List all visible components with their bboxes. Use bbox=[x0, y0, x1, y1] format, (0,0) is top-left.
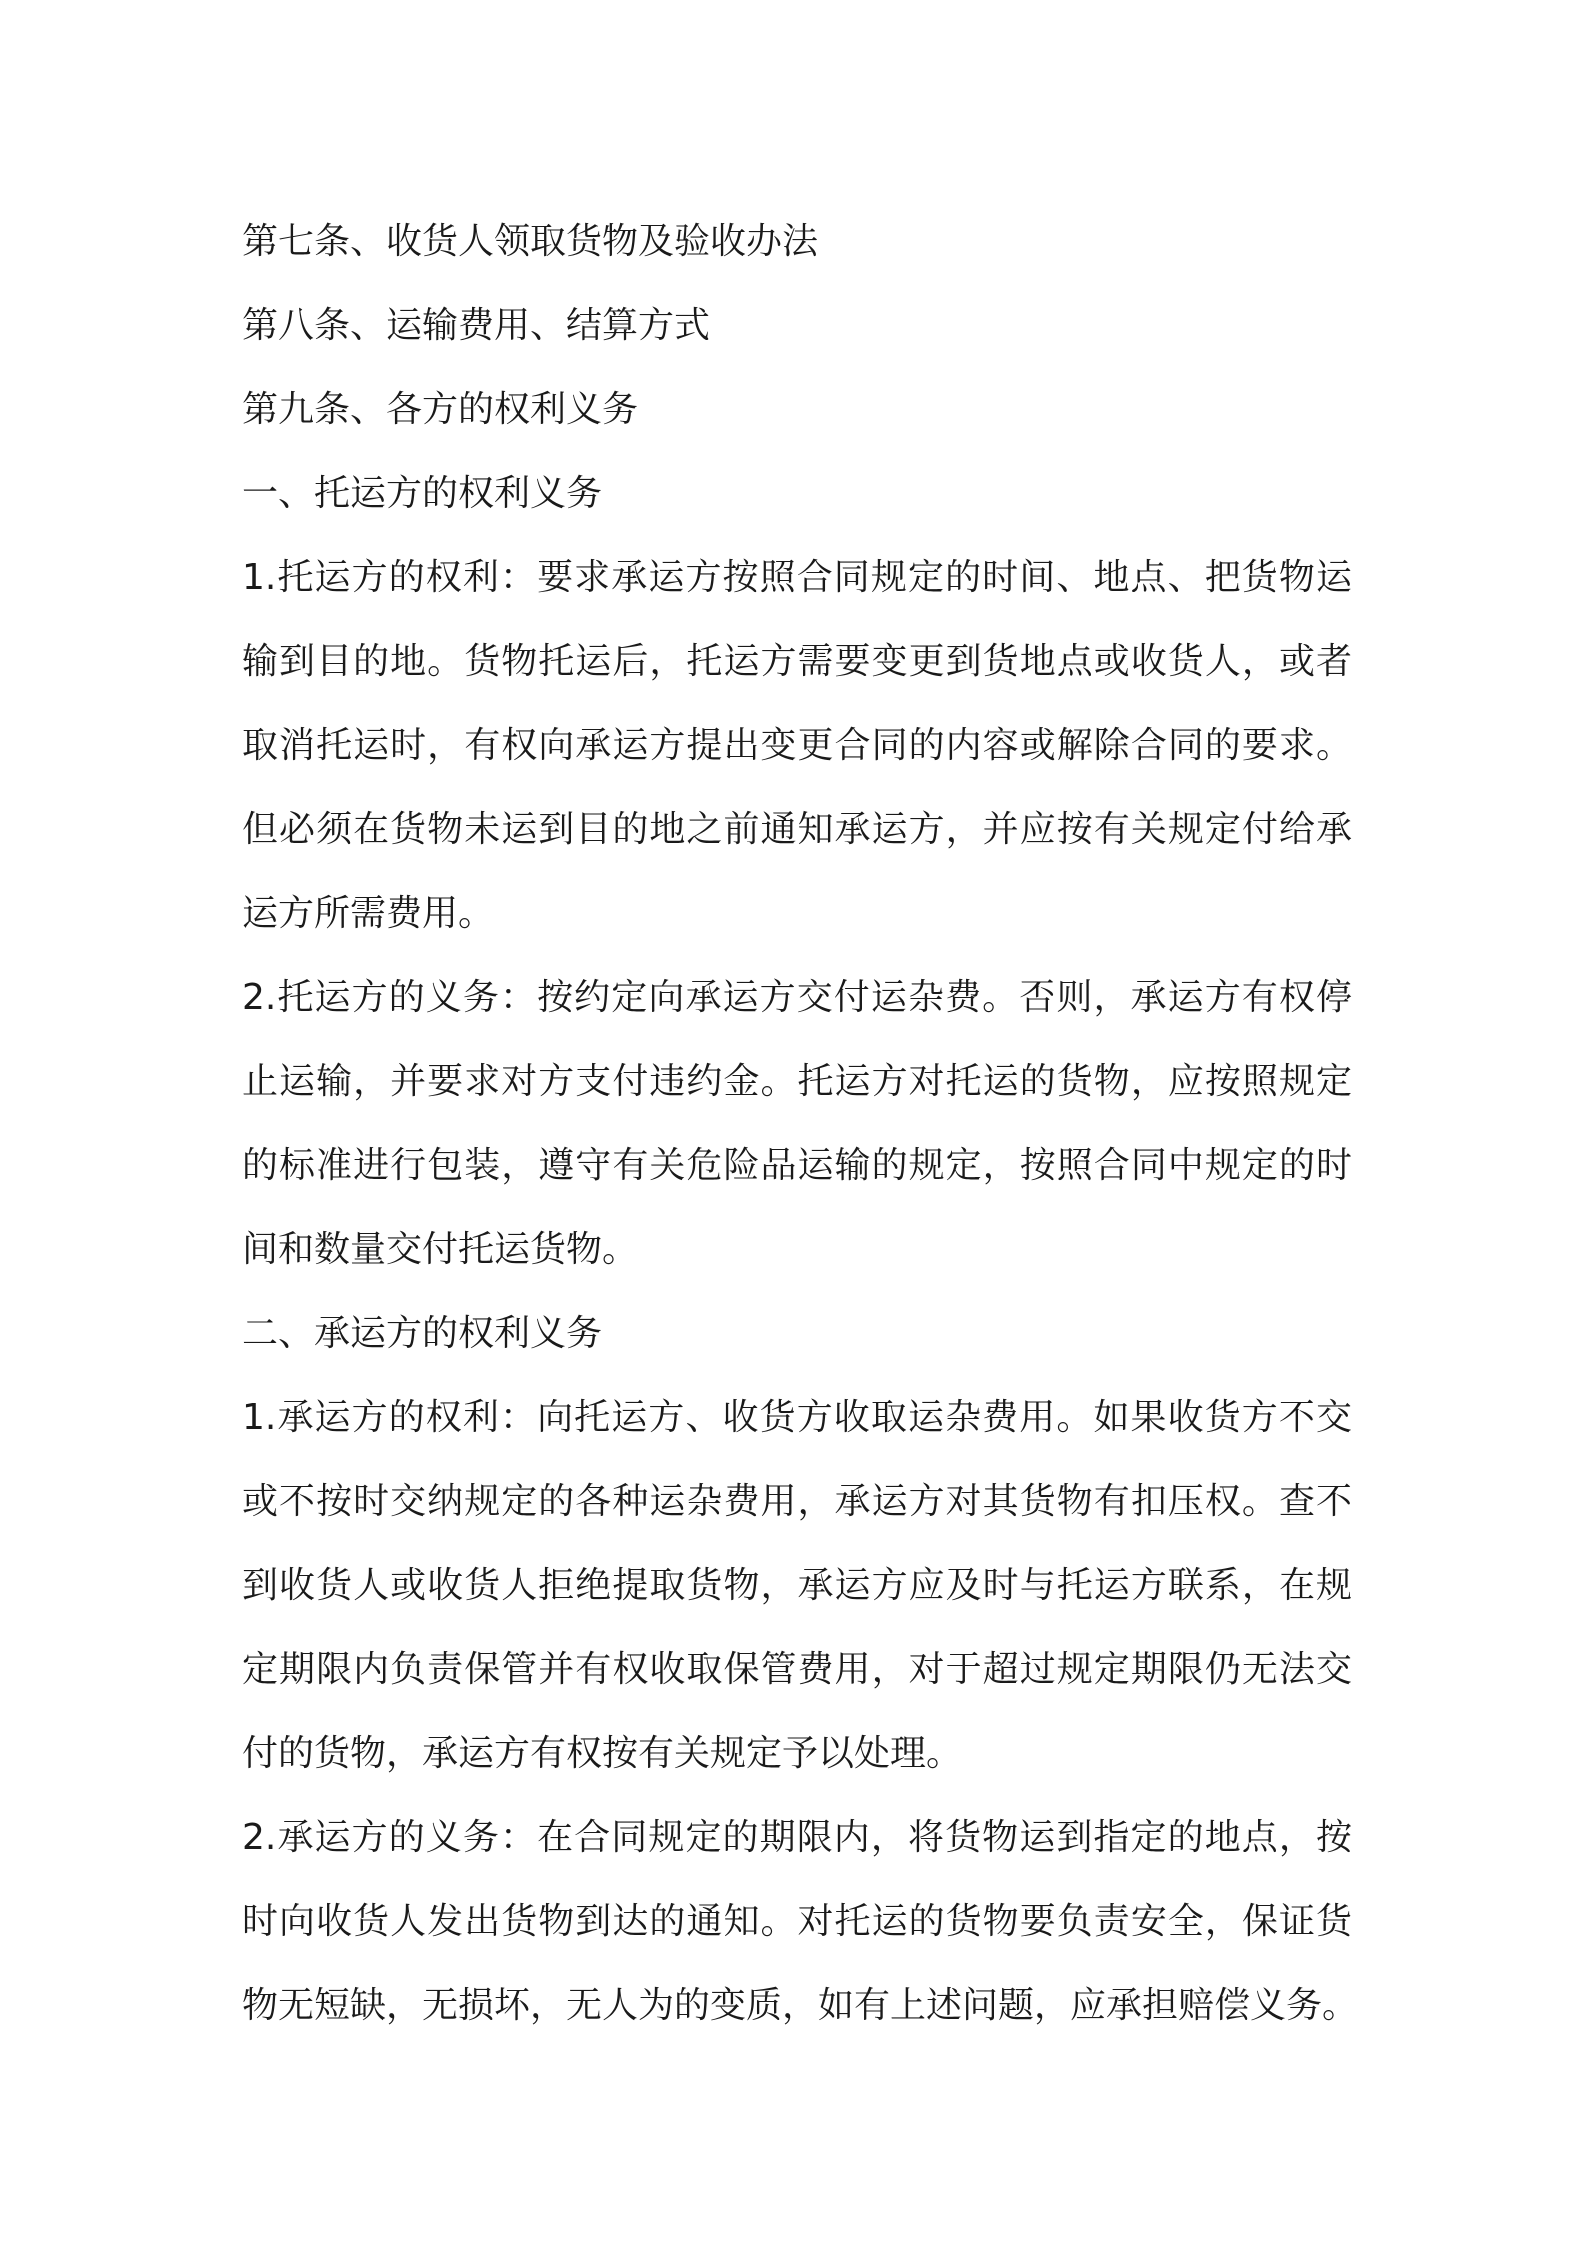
article-8-heading: 第八条、运输费用、结算方式 bbox=[242, 305, 711, 346]
carrier-duties-line: 物无短缺，无损坏，无人为的变质，如有上述问题，应承担赔偿义务。 bbox=[242, 1985, 1359, 2026]
carrier-rights-line: 1.承运方的权利：向托运方、收货方收取运杂费用。如果收货方不交 bbox=[242, 1397, 1352, 1438]
section-1-heading: 一、托运方的权利义务 bbox=[242, 473, 603, 514]
consignor-duties-line: 的标准进行包装，遵守有关危险品运输的规定，按照合同中规定的时 bbox=[242, 1145, 1352, 1186]
carrier-rights-line: 付的货物，承运方有权按有关规定予以处理。 bbox=[242, 1733, 963, 1774]
carrier-duties-line: 时向收货人发出货物到达的通知。对托运的货物要负责安全，保证货 bbox=[242, 1901, 1352, 1942]
consignor-rights-line: 取消托运时，有权向承运方提出变更合同的内容或解除合同的要求。 bbox=[242, 725, 1352, 766]
consignor-duties-paragraph bbox=[242, 956, 1352, 1292]
carrier-rights-paragraph bbox=[242, 1376, 1352, 1796]
article-7-heading: 第七条、收货人领取货物及验收办法 bbox=[242, 221, 819, 262]
carrier-duties-paragraph bbox=[242, 1796, 1359, 2048]
consignor-rights-paragraph bbox=[242, 536, 1352, 956]
carrier-rights-line: 或不按时交纳规定的各种运杂费用，承运方对其货物有扣压权。查不 bbox=[242, 1481, 1352, 1522]
consignor-rights-line: 输到目的地。货物托运后，托运方需要变更到货地点或收货人，或者 bbox=[242, 641, 1352, 682]
consignor-rights-line: 但必须在货物未运到目的地之前通知承运方，并应按有关规定付给承 bbox=[242, 809, 1352, 850]
carrier-rights-line: 到收货人或收货人拒绝提取货物，承运方应及时与托运方联系，在规 bbox=[242, 1565, 1352, 1606]
carrier-rights-line: 定期限内负责保管并有权收取保管费用，对于超过规定期限仍无法交 bbox=[242, 1649, 1352, 1690]
consignor-rights-line: 1.托运方的权利：要求承运方按照合同规定的时间、地点、把货物运 bbox=[242, 557, 1352, 598]
consignor-rights-line: 运方所需费用。 bbox=[242, 893, 495, 934]
article-9-heading: 第九条、各方的权利义务 bbox=[242, 389, 639, 430]
consignor-duties-line: 止运输，并要求对方支付违约金。托运方对托运的货物，应按照规定 bbox=[242, 1061, 1352, 1102]
document-body bbox=[242, 200, 1359, 2048]
consignor-duties-line: 2.托运方的义务：按约定向承运方交付运杂费。否则，承运方有权停 bbox=[242, 977, 1352, 1018]
section-2-heading: 二、承运方的权利义务 bbox=[242, 1313, 603, 1354]
carrier-duties-line: 2.承运方的义务：在合同规定的期限内，将货物运到指定的地点，按 bbox=[242, 1817, 1352, 1858]
consignor-duties-line: 间和数量交付托运货物。 bbox=[242, 1229, 639, 1270]
